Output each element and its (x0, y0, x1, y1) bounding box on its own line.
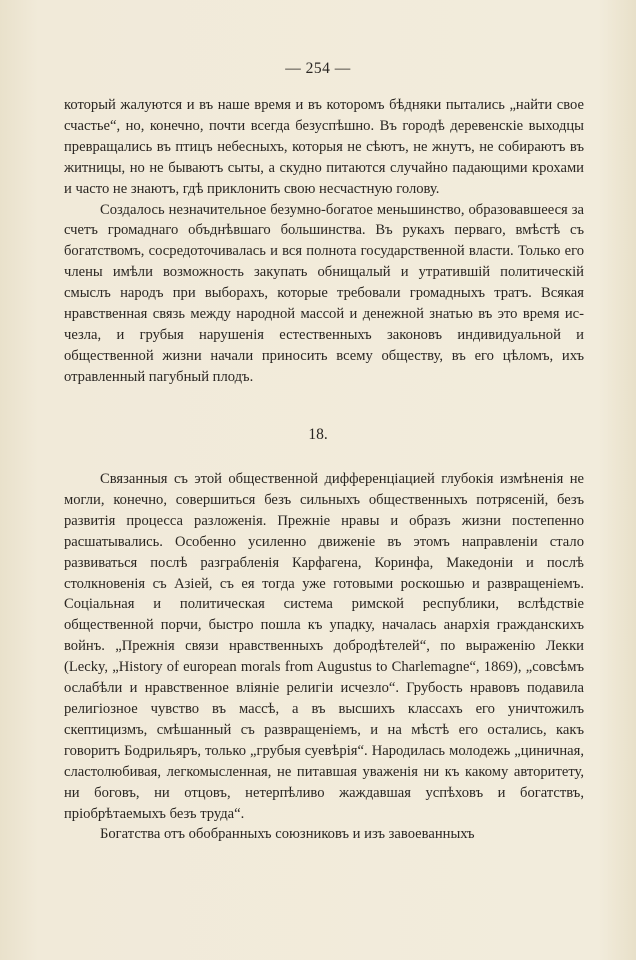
section-number: 18. (308, 426, 328, 443)
paragraph: Связанныя съ этой общественной дифференціацией глубокія измѣненія не могли, конечно, совершиться безъ сильныхъ общественныхъ потрясеній, безъ развитія процесса разложенія. Прежніе нравы и образъ жизни постепенно расшатывались. Особенно усиленно движеніе въ этомъ направленіи стало развиваться послѣ разграбленія Карфагена, Коринфа, Македоніи и послѣ столкновенія съ Азіей, съ ея тогда уже готовыми роскошью и развращеніемъ. Соціальная и политическая система римской республики, вслѣдствіе общественной порчи, быстро пошла къ упадку, началась анархія гражданскихъ войнъ. „Прежнія связи нравственныхъ добродѣтелей“, по выраженію Лекки (Lecky, „History of european morals from Augustus to Charlemagne“, 1869), „совсѣмъ ослабѣли и нравственное вліяніе религіи исчезло“. Грубость нравовъ подавила религіозное чувство въ массѣ, а въ высшихъ классахъ его уничтожилъ скептицизмъ, смѣшанный съ развращеніемъ, и на мѣстѣ его остались, какъ говоритъ Бодрильяръ, только „грубыя суевѣрія“. Народилась молодежь „циничная, сластолюбивая, легкомысленная, не питавшая уваженія ни къ какому авторитету, ни боговъ, ни отцовъ, нетерпѣливо жаждавшая успѣховъ и богатствъ, пріобрѣтаемыхъ безъ труда“. (64, 471, 584, 822)
text-block-before-section (64, 95, 584, 388)
paragraph: Создалось незначительное безумно-богатое меньшинство, образовавшееся за счетъ громаднаго объднѣвшаго большинства. Въ рукахъ перваго, вмѣстѣ съ богатствомъ, сосредоточивалась и вся полнота государственной власти. Только его члены имѣли возможность закупать обнищалый и утратившій политическій смыслъ народъ при выборахъ, которые требовали громадныхъ тратъ. Всякая нравственная связь между народной массой и денежной знатью въ это время исчезла, и грубыя нарушенія естественныхъ законовъ индивидуальной и общественной жизни начали приносить всему обществу, въ его цѣломъ, ихъ отравленный пагубный плодъ. (64, 201, 584, 385)
paragraph: который жалуются и въ наше время и въ которомъ бѣдняки пытались „найти свое счастье“, но, конечно, почти всегда безуспѣшно. Въ городѣ деревенскіе выходцы превращались въ птицъ небесныхъ, которыя не сѣютъ, не жнутъ, не собираютъ въ житницы, но не бываютъ сыты, а скудно питаются случайно падающими крохами и часто не знаютъ, гдѣ приклонить свою несчастную голову. (64, 97, 584, 197)
page-number: — 254 — (285, 60, 351, 77)
paragraph: Богатства отъ обобранныхъ союзниковъ и изъ завоеванныхъ (100, 826, 475, 843)
text-block-section-18 (64, 469, 584, 845)
